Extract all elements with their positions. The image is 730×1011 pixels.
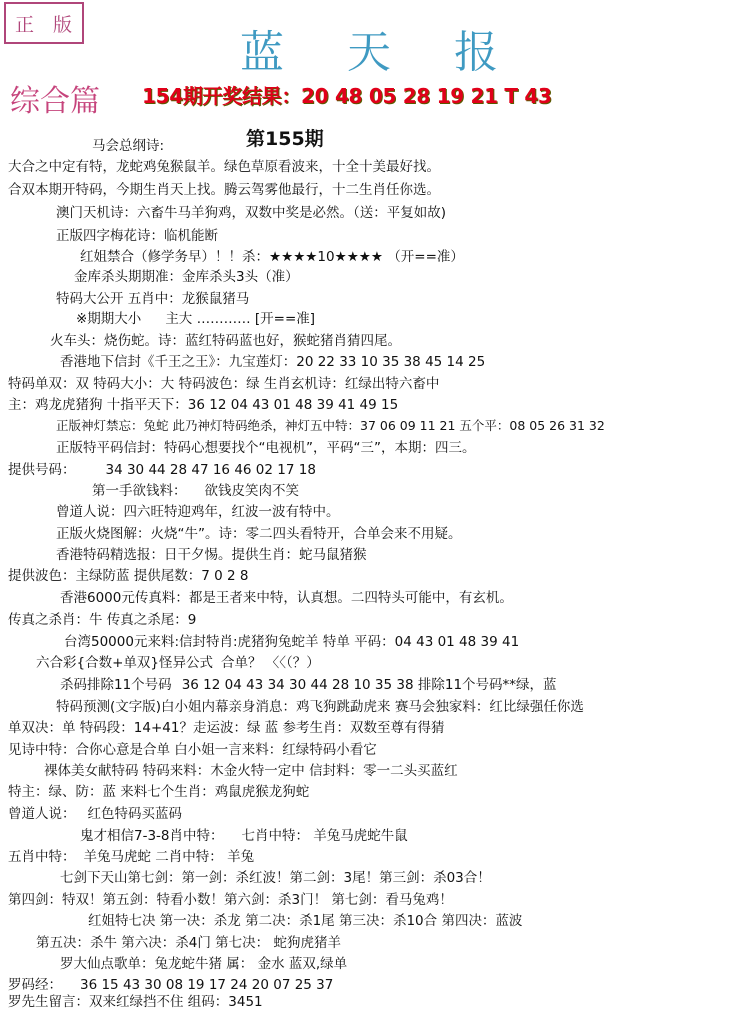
line-label: ※期期大小 bbox=[76, 311, 142, 327]
line-value: 金库杀头3头（准） bbox=[182, 269, 299, 285]
text-line bbox=[8, 181, 440, 199]
line-value: 四六旺特迎鸡年，红波一波有特中。 bbox=[123, 504, 340, 520]
line-value: 合单？ 〈〈（？） bbox=[221, 655, 320, 671]
text-line bbox=[36, 654, 320, 672]
line-value: 临机能断 bbox=[164, 228, 218, 244]
line-label: 裸体美女献特码 特码来料： bbox=[44, 763, 211, 779]
line-value: 七肖中特： 羊兔马虎蛇牛鼠 bbox=[241, 828, 408, 844]
line-label: 第五决： bbox=[36, 935, 90, 951]
line-value: 烧伤蛇。诗：蓝红特码蓝也好，猴蛇猪肖猜四尾。 bbox=[104, 333, 401, 349]
line-label: 六合彩{合数+单双}怪异公式 bbox=[36, 655, 213, 671]
line-value: 都是王者来中特，认真想。二四特头可能中，有玄机。 bbox=[188, 590, 513, 606]
text-line bbox=[74, 268, 299, 286]
line-label: 正版特平码信封： bbox=[56, 440, 164, 456]
line-value: 合你心意是合单 白小姐一言来料：红绿特码小看它 bbox=[75, 742, 377, 758]
text-line bbox=[8, 461, 316, 479]
text-line bbox=[60, 955, 347, 973]
line-label: 香港地下信封《千王之王》： bbox=[60, 354, 229, 370]
line-label: 第四剑： bbox=[8, 892, 62, 908]
line-label: 火车头： bbox=[50, 333, 104, 349]
line-label: 红姐禁合（修学务早）！！杀： bbox=[80, 249, 269, 265]
line-label: 罗大仙点歌单： bbox=[60, 956, 155, 972]
line-value: 日干夕惕。提供生肖：蛇马鼠猪猴 bbox=[164, 547, 367, 563]
line-label: 香港特码精选报： bbox=[56, 547, 164, 563]
line-value: 第155期 bbox=[246, 128, 324, 150]
line-value: 主绿防蓝 提供尾数：7 0 2 8 bbox=[75, 568, 249, 584]
line-value: 特码单双：双 特码大小：大 特码波色：绿 生肖玄机诗：红绿出特六畜中 bbox=[8, 376, 440, 392]
line-label: 香港6000元传真料： bbox=[60, 590, 189, 606]
line-value: 第一剑：杀红波！第二剑：3尾！第三剑：杀03合！ bbox=[181, 870, 491, 886]
line-value: 单双决：单 特码段：14+41？走运波：绿 蓝 参考生肖：双数至尊有得猜 bbox=[8, 720, 445, 736]
text-line bbox=[56, 417, 605, 435]
line-value: 兔蛇 此乃神灯特码绝杀，神灯五中特：37 06 09 11 21 五个平：08 05 26 31 32 bbox=[143, 418, 605, 433]
line-value: 红色特码买蓝码 bbox=[87, 806, 182, 822]
stamp-char: 版 bbox=[52, 14, 72, 36]
line-label: 主： bbox=[8, 397, 35, 413]
line-value: 36 15 43 30 08 19 17 24 20 07 25 37 bbox=[80, 977, 334, 993]
line-label: 传真之杀肖： bbox=[8, 612, 89, 628]
line-value: 绿、防：蓝 来料七个生肖：鸡鼠虎猴龙狗蛇 bbox=[48, 784, 310, 800]
line-value: 合双本期开特码，今期生肖天上找。腾云驾雾他最行，十二生肖任你选。 bbox=[8, 182, 440, 198]
text-line bbox=[80, 248, 464, 266]
line-label: 罗先生留言： bbox=[8, 994, 89, 1010]
text-line bbox=[56, 204, 446, 222]
text-line bbox=[60, 353, 485, 371]
text-line bbox=[56, 290, 249, 308]
text-line bbox=[60, 676, 557, 694]
line-value: 火烧“牛”。诗：零二四头看特开，合单会来不用疑。 bbox=[150, 526, 462, 542]
text-line bbox=[64, 633, 519, 651]
line-label: 红姐特七决 第一决： bbox=[88, 913, 214, 929]
line-label: 正版四字梅花诗： bbox=[56, 228, 164, 244]
text-line bbox=[8, 993, 263, 1011]
masthead-char: 天 bbox=[347, 27, 393, 78]
line-label: 见诗中特： bbox=[8, 742, 76, 758]
line-value: 木金火特一定中 信封料：零一二头买蓝红 bbox=[210, 763, 458, 779]
text-line bbox=[56, 439, 475, 457]
text-line bbox=[56, 546, 367, 564]
line-label: 正版火烧图解： bbox=[56, 526, 151, 542]
text-line bbox=[8, 741, 377, 759]
line-label: 鬼才相信7-3-8肖中特： bbox=[80, 828, 224, 844]
line-value: 双来红绿挡不住 组码：3451 bbox=[89, 994, 263, 1010]
text-line bbox=[60, 589, 513, 607]
text-line bbox=[76, 310, 315, 328]
text-line bbox=[8, 158, 440, 176]
text-line bbox=[8, 396, 398, 414]
line-value: 特双！第五剑：特看小数！第六剑：杀3门！ 第七剑：看马兔鸡！ bbox=[62, 892, 453, 908]
text-line bbox=[8, 891, 453, 909]
line-value: 欲钱皮笑肉不笑 bbox=[204, 483, 299, 499]
text-line bbox=[88, 912, 522, 930]
line-label: 特码大公开 五肖中： bbox=[56, 291, 182, 307]
line-label: 金库杀头期期准： bbox=[74, 269, 182, 285]
issue-number bbox=[246, 130, 324, 148]
section-title: 综合篇 bbox=[10, 84, 100, 119]
line-label: 罗码经： bbox=[8, 977, 62, 993]
line-label: 第一手欲钱料： bbox=[92, 483, 187, 499]
text-line bbox=[80, 827, 408, 845]
line-label: 台湾50000元来料: bbox=[64, 634, 179, 650]
text-line bbox=[8, 719, 445, 737]
line-label: 曾道人说： bbox=[56, 504, 124, 520]
line-value: 六畜牛马羊狗鸡，双数中奖是必然。（送：平复如故) bbox=[137, 205, 447, 221]
line-label: 五肖中特： bbox=[8, 849, 76, 865]
line-label: 特主： bbox=[8, 784, 49, 800]
line-label: 提供波色： bbox=[8, 568, 76, 584]
line-value: 36 12 04 43 34 30 44 28 10 35 38 排除11个号码**绿，蓝 bbox=[181, 677, 557, 693]
text-line bbox=[92, 482, 299, 500]
text-line bbox=[92, 137, 164, 155]
line-label: 曾道人说： bbox=[8, 806, 76, 822]
line-value: 牛 传真之杀尾：9 bbox=[89, 612, 197, 628]
text-line bbox=[60, 869, 491, 887]
text-line bbox=[36, 934, 341, 952]
line-value: 九宝莲灯：20 22 33 10 35 38 45 14 25 bbox=[228, 354, 486, 370]
text-line bbox=[8, 783, 309, 801]
line-label: 杀码排除11个号码 bbox=[60, 677, 172, 693]
line-value: 杀牛 第六决：杀4门 第七决： 蛇狗虎猪羊 bbox=[90, 935, 341, 951]
text-line bbox=[8, 976, 333, 994]
text-line bbox=[56, 698, 584, 716]
text-line bbox=[50, 332, 401, 350]
line-value: 羊兔马虎蛇 二肖中特： 羊兔 bbox=[83, 849, 255, 865]
line-value: 鸡龙虎猪狗 十指平天下：36 12 04 43 01 48 39 41 49 15 bbox=[35, 397, 399, 413]
line-label: 澳门天机诗： bbox=[56, 205, 137, 221]
text-line bbox=[8, 611, 196, 629]
result-line: 154期开奖结果：20 48 05 28 19 21 T 43 bbox=[142, 84, 552, 108]
line-label: 马会总纲诗: bbox=[92, 138, 165, 154]
text-line bbox=[8, 567, 249, 585]
masthead-char: 蓝 bbox=[240, 27, 286, 78]
line-value: 34 30 44 28 47 16 46 02 17 18 bbox=[105, 462, 316, 478]
text-line bbox=[44, 762, 458, 780]
authentic-stamp bbox=[4, 2, 84, 44]
line-value: ★★★★10★★★★ （开==准） bbox=[269, 249, 464, 265]
line-label: 七剑下天山第七剑： bbox=[60, 870, 182, 886]
masthead-title bbox=[240, 16, 500, 80]
line-label: 正版神灯禁忘： bbox=[56, 418, 144, 433]
text-line bbox=[56, 525, 462, 543]
line-value: 主大 ………… [开==准] bbox=[165, 311, 316, 327]
line-value: 大合之中定有特，龙蛇鸡兔猴鼠羊。绿色草原看波来，十全十美最好找。 bbox=[8, 159, 440, 175]
line-value: 鸡飞狗跳勐虎来 赛马会独家料：红比绿强任你选 bbox=[296, 699, 584, 715]
stamp-char: 正 bbox=[15, 14, 35, 36]
text-line bbox=[56, 227, 218, 245]
line-value: 特码心想要找个“电视机”，平码“三”，本期：四三。 bbox=[164, 440, 476, 456]
text-line bbox=[8, 805, 182, 823]
line-value: 兔龙蛇牛猪 属： 金水 蓝双,绿单 bbox=[154, 956, 348, 972]
line-value: 龙猴鼠猪马 bbox=[181, 291, 250, 307]
line-label: 特码预测(文字版)白小姐内幕亲身消息： bbox=[56, 699, 297, 715]
text-line bbox=[56, 503, 340, 521]
masthead-char: 报 bbox=[454, 27, 500, 78]
line-value: 信封特肖:虎猪狗兔蛇羊 特单 平码：04 43 01 48 39 41 bbox=[179, 634, 520, 650]
line-value: 杀龙 第二决：杀1尾 第三决：杀10合 第四决：蓝波 bbox=[213, 913, 523, 929]
text-line bbox=[8, 375, 439, 393]
text-line bbox=[8, 848, 254, 866]
line-label: 提供号码： bbox=[8, 462, 76, 478]
